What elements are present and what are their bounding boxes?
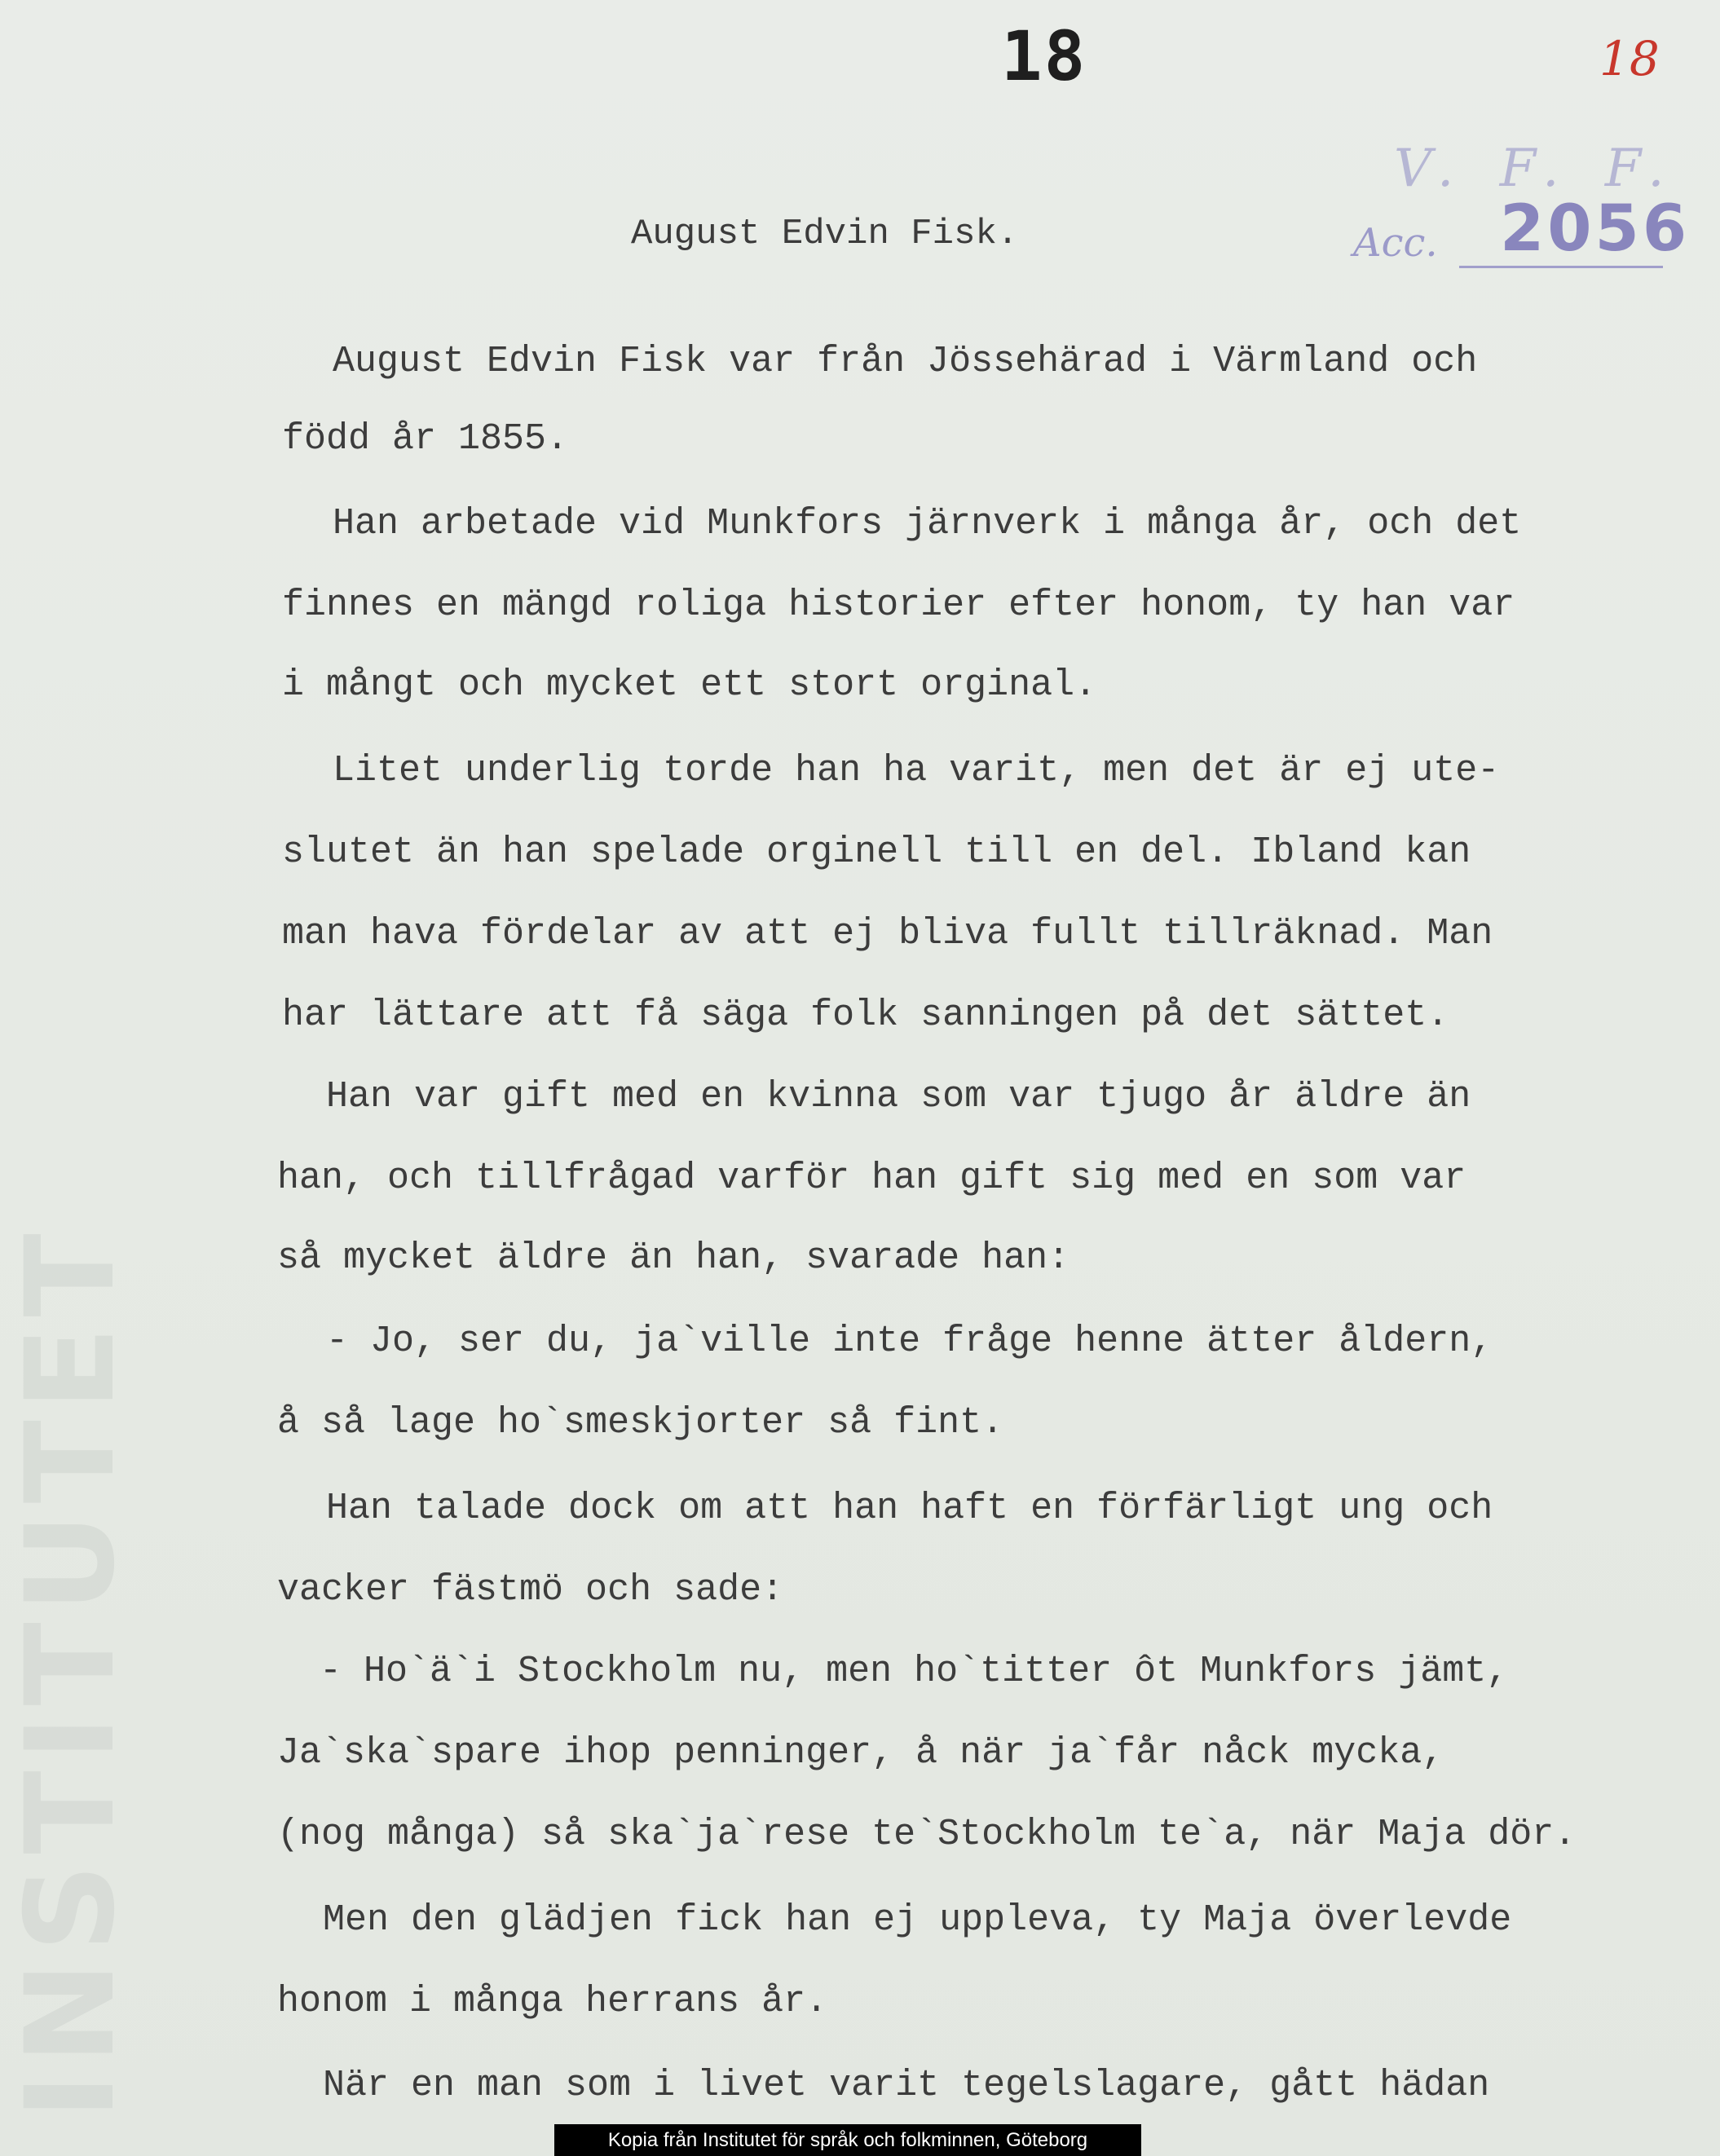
text-line: Ja`ska`spare ihop penninger, å när ja`får nåck mycka, [277, 1732, 1444, 1774]
archive-stamp [1353, 130, 1691, 277]
stamp-underline [1459, 266, 1663, 268]
text-line: å så lage ho`smeskjorter så fint. [277, 1402, 1004, 1444]
text-line: så mycket äldre än han, svarade han: [277, 1237, 1070, 1279]
text-line: honom i många herrans år. [277, 1981, 828, 2022]
text-line: vacker fästmö och sade: [277, 1569, 784, 1611]
stamp-acc-number: 2056 [1500, 192, 1691, 266]
stamp-acc-label: Acc. [1353, 220, 1438, 266]
document-title: August Edvin Fisk. [631, 214, 1019, 254]
stamp-top-text: V. F. F. [1394, 139, 1679, 199]
text-line: - Ho`ä`i Stockholm nu, men ho`titter ôt Munkfors jämt, [320, 1651, 1509, 1692]
text-line: finnes en mängd roliga historier efter honom, ty han var [282, 584, 1515, 626]
footer-text: Kopia från Institutet för språk och folkminnen, Göteborg [607, 2128, 1088, 2151]
archive-footer [554, 2124, 1141, 2156]
text-line: född år 1855. [282, 418, 569, 460]
handwritten-page-number: 18 [1599, 31, 1660, 86]
text-line: Men den glädjen fick han ej uppleva, ty Maja överlevde [323, 1899, 1512, 1941]
text-line: När en man som i livet varit tegelslagare, gått hädan [323, 2065, 1490, 2106]
page-number: 18 [1001, 16, 1087, 96]
text-line: Han talade dock om att han haft en förfärligt ung och [326, 1488, 1493, 1529]
text-line: (nog många) så ska`ja`rese te`Stockholm te`a, när Maja dör. [277, 1814, 1577, 1855]
text-line: Han var gift med en kvinna som var tjugo år äldre än [326, 1076, 1471, 1118]
text-line: Litet underlig torde han ha varit, men det är ej ute- [333, 750, 1500, 791]
text-line: August Edvin Fisk var från Jössehärad i Värmland och [333, 341, 1478, 382]
text-line: i mångt och mycket ett stort orginal. [282, 664, 1097, 706]
text-line: man hava fördelar av att ej bliva fullt tillräknad. Man [282, 913, 1493, 955]
text-line: Han arbetade vid Munkfors järnverk i många år, och det [333, 503, 1522, 545]
text-line: han, och tillfrågad varför han gift sig med en som var [277, 1157, 1466, 1199]
text-line: har lättare att få säga folk sanningen på det sättet. [282, 994, 1449, 1036]
text-line: slutet än han spelade orginell till en del. Ibland kan [282, 831, 1471, 873]
text-line: - Jo, ser du, ja`ville inte fråge henne ätter åldern, [326, 1320, 1493, 1362]
background-watermark: INSTITUTET [0, 1223, 142, 2119]
